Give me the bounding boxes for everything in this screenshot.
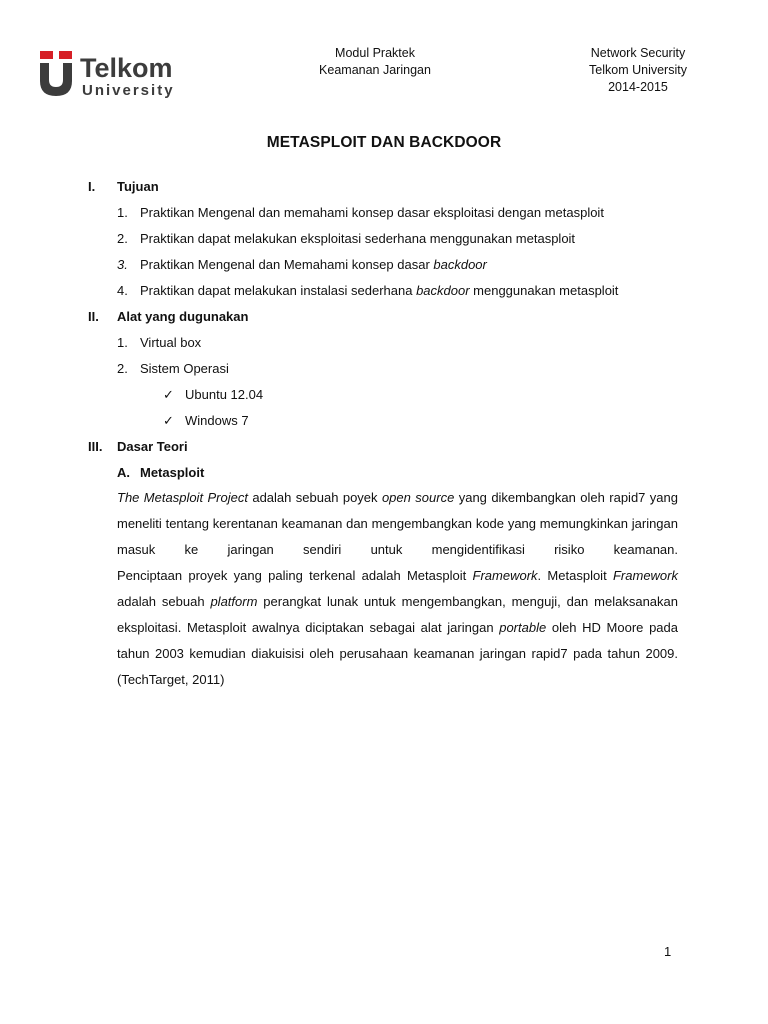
list-item-number: 1.: [117, 335, 128, 350]
paragraph-metasploit-framework: [117, 563, 678, 693]
header-course-line-2: Telkom University: [589, 63, 687, 77]
section-heading-tujuan: Tujuan: [117, 179, 159, 194]
logo-brand-text: Telkom: [80, 53, 173, 83]
checkmark-icon: ✓: [163, 387, 174, 402]
list-item-number: 4.: [117, 283, 128, 298]
para-text: adalah sebuah: [117, 594, 211, 609]
list-item-text: [140, 256, 487, 274]
os-item-ubuntu: Ubuntu 12.04: [185, 387, 264, 402]
para-em: Framework: [472, 568, 538, 583]
section-number-3: III.: [88, 439, 103, 454]
logo-sub-text: University: [82, 82, 175, 99]
subsection-heading-metasploit: Metasploit: [140, 465, 205, 480]
list-item-text-post: menggunakan metasploit: [469, 283, 619, 298]
list-item-text: Praktikan Mengenal dan memahami konsep dasar eksploitasi dengan metasploit: [140, 205, 604, 220]
list-item-number: 3.: [117, 257, 128, 272]
list-item-text: [140, 282, 618, 300]
list-item-number: 2.: [117, 361, 128, 376]
para-em: The Metasploit Project: [117, 490, 248, 505]
list-item-text-em: backdoor: [416, 283, 470, 298]
section-heading-dasar-teori: Dasar Teori: [117, 439, 188, 454]
subsection-letter: A.: [117, 465, 130, 480]
document-title: METASPLOIT DAN BACKDOOR: [266, 134, 502, 151]
list-item-text: Praktikan dapat melakukan eksploitasi sederhana menggunakan metasploit: [140, 231, 576, 246]
header-course-info: [558, 45, 718, 96]
list-item-text-pre: Praktikan dapat melakukan instalasi sederhana: [140, 283, 417, 298]
os-item-windows: Windows 7: [185, 413, 249, 428]
paragraph-metasploit-project: [117, 485, 678, 563]
list-item-text: Sistem Operasi: [140, 361, 229, 376]
header-module-line-1: Modul Praktek: [335, 46, 415, 60]
para-text: adalah sebuah poyek: [247, 490, 382, 505]
para-text: oleh HD Moore pada tahun 2003 kemudian diakuisisi oleh perusahaan keamanan jaringan rapid7 pada tahun 2009. (TechTarget, 2011): [117, 620, 678, 687]
list-item-text-em: backdoor: [433, 257, 487, 272]
para-em: open source: [381, 490, 455, 505]
checkmark-icon: ✓: [163, 413, 174, 428]
header-course-line-3: 2014-2015: [608, 80, 668, 94]
para-text: yang dikembangkan oleh rapid7 yang meneliti tentang kerentanan keamanan dan mengembangkan kode yang memungkinkan jaringan masuk ke jaringan sendiri untuk mengidentifikasi risiko keamanan.: [117, 490, 679, 557]
list-item-number: 2.: [117, 231, 128, 246]
para-em: platform: [210, 594, 258, 609]
list-item-text-pre: Praktikan Mengenal dan Memahami konsep dasar: [140, 257, 434, 272]
para-text: . Metasploit: [537, 568, 613, 583]
list-item-text: Virtual box: [140, 335, 202, 350]
header-module-info: [290, 45, 460, 79]
section-number-1: I.: [88, 179, 96, 194]
para-em: Framework: [612, 568, 678, 583]
header-module-line-2: Keamanan Jaringan: [319, 63, 431, 77]
telkom-logo-mark: [38, 48, 198, 102]
para-text: perangkat lunak untuk mengembangkan, menguji, dan melaksanakan eksploitasi. Metasploit awalnya diciptakan sebagai alat jaringan: [117, 594, 678, 635]
header-course-line-1: Network Security: [590, 46, 686, 60]
para-text: Penciptaan proyek yang paling terkenal adalah Metasploit: [117, 568, 473, 583]
section-heading-alat: Alat yang dugunakan: [117, 309, 249, 324]
section-number-2: II.: [88, 309, 99, 324]
page-number: 1: [664, 944, 672, 959]
list-item-number: 1.: [117, 205, 128, 220]
para-em: portable: [499, 620, 547, 635]
telkom-university-logo: [38, 48, 198, 102]
